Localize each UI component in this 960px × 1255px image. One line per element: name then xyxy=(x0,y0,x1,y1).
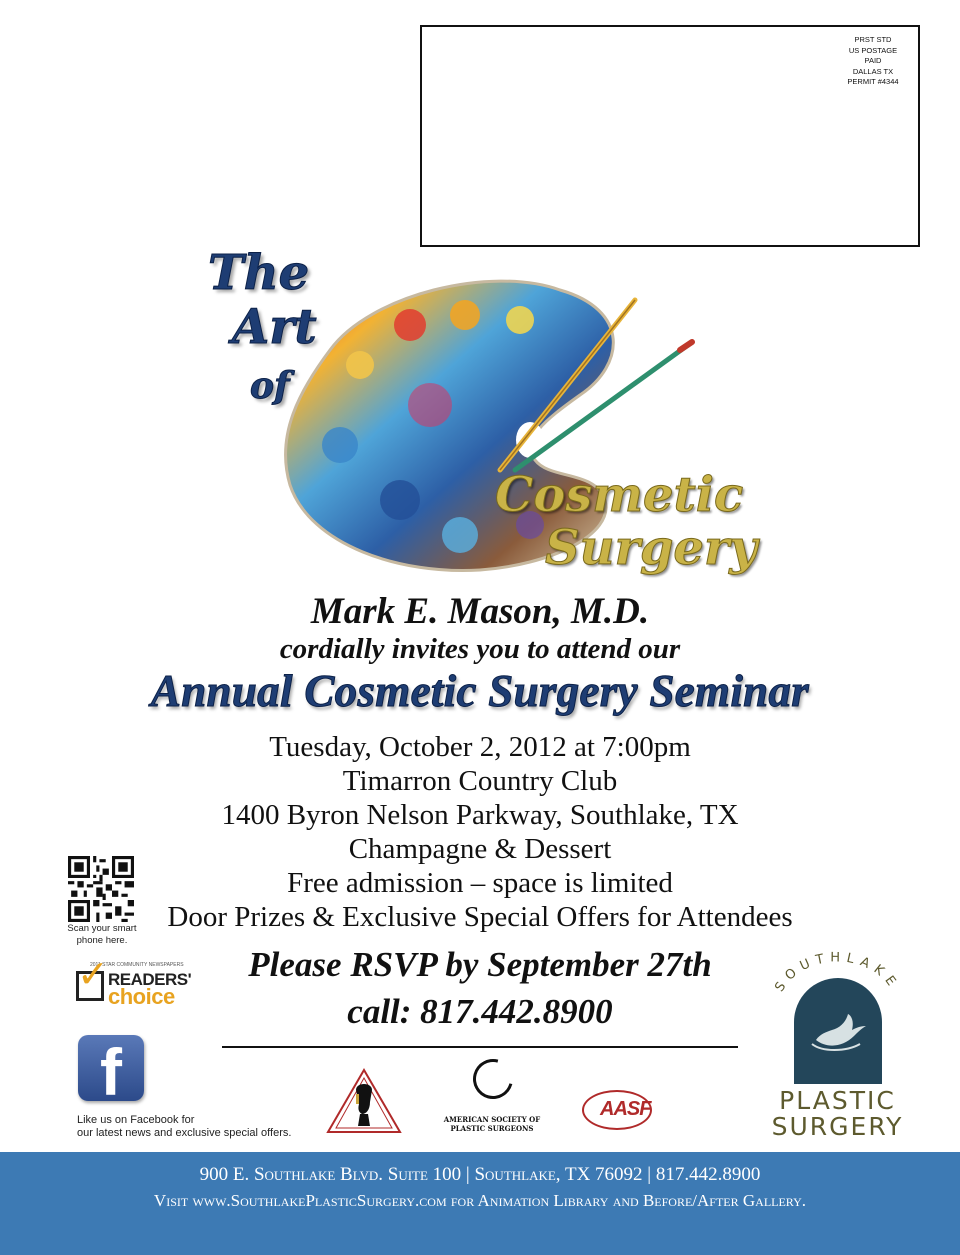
svg-text:SOUTHLAKE xyxy=(772,950,902,994)
postage-indicia xyxy=(838,35,908,88)
checkmark-icon: ✓ xyxy=(77,952,109,996)
event-prizes: Door Prizes & Exclusive Special Offers for Attendees xyxy=(167,901,793,933)
event-date: Tuesday, October 2, 2012 at 7:00pm xyxy=(269,731,691,763)
asps-circle-icon xyxy=(466,1052,521,1107)
doctor-name: Mark E. Mason, M.D. xyxy=(310,591,650,632)
logo-word-surgery: SURGERY xyxy=(771,1112,904,1141)
footer-website[interactable]: Visit www.SouthlakePlasticSurgery.com for Animation Library and Before/After Gallery. xyxy=(153,1191,807,1210)
event-details xyxy=(0,730,960,934)
facebook-caption xyxy=(77,1114,317,1140)
event-admission: Free admission – space is limited xyxy=(287,867,673,899)
postage-box xyxy=(420,25,920,247)
logo-word-of: of xyxy=(250,365,290,407)
facebook-caption-line: Like us on Facebook for xyxy=(77,1114,195,1126)
logo-arc-text xyxy=(770,950,905,1010)
footer xyxy=(0,1152,960,1255)
logo-word-the: The xyxy=(208,245,310,301)
readers-choice-top: 2011 STAR COMMUNITY NEWSPAPERS xyxy=(90,962,184,968)
qr-caption: Scan your smart phone here. xyxy=(67,923,137,946)
aaaasf-logo xyxy=(582,1090,652,1130)
asps-line: AMERICAN SOCIETY OF xyxy=(443,1115,541,1124)
invite-line: cordially invites you to attend our xyxy=(279,633,681,665)
readers-choice-word2: choice xyxy=(108,984,175,1009)
facebook-icon[interactable] xyxy=(78,1035,144,1101)
event-refreshments: Champagne & Dessert xyxy=(348,833,612,865)
readers-choice-badge xyxy=(76,952,196,1010)
nefertiti-pyramid-logo xyxy=(326,1068,402,1134)
logo-word-art: Art xyxy=(232,299,317,355)
asps-text xyxy=(440,1115,544,1133)
divider xyxy=(222,1046,738,1048)
logo-word-surgery: Surgery xyxy=(545,520,758,576)
facebook-caption-line: our latest news and exclusive special offers. xyxy=(77,1127,292,1139)
rsvp-phone[interactable]: call: 817.442.8900 xyxy=(347,992,613,1031)
postage-line: DALLAS TX xyxy=(852,66,894,76)
qr-code-icon[interactable] xyxy=(68,856,134,922)
footer-address: 900 E. Southlake Blvd. Suite 100 | Southlake, TX 76092 | 817.442.8900 xyxy=(199,1164,761,1185)
facebook-letter: f xyxy=(100,1035,122,1101)
art-of-cosmetic-surgery-logo xyxy=(200,245,760,590)
postage-line: US POSTAGE xyxy=(848,45,898,55)
readers-choice-word1: READERS' xyxy=(108,970,192,989)
postage-line: PRST STD xyxy=(854,35,892,44)
postage-line: PERMIT #4344 xyxy=(847,77,899,86)
logo-word-plastic: PLASTIC xyxy=(779,1086,896,1115)
southlake-plastic-surgery-logo xyxy=(770,950,905,1145)
asps-line: PLASTIC SURGEONS xyxy=(450,1124,534,1133)
logo-word-cosmetic: Cosmetic xyxy=(495,467,744,523)
event-venue: Timarron Country Club xyxy=(342,765,618,797)
seminar-title: Annual Cosmetic Surgery Seminar xyxy=(150,666,810,716)
asps-logo xyxy=(440,1055,544,1140)
aaaasf-text: AASF xyxy=(600,1098,651,1120)
event-address: 1400 Byron Nelson Parkway, Southlake, TX xyxy=(221,799,739,831)
rsvp-line: Please RSVP by September 27th xyxy=(248,945,712,984)
logo-arc-word: SOUTHLAKE xyxy=(772,950,902,995)
postage-line: PAID xyxy=(864,56,882,65)
